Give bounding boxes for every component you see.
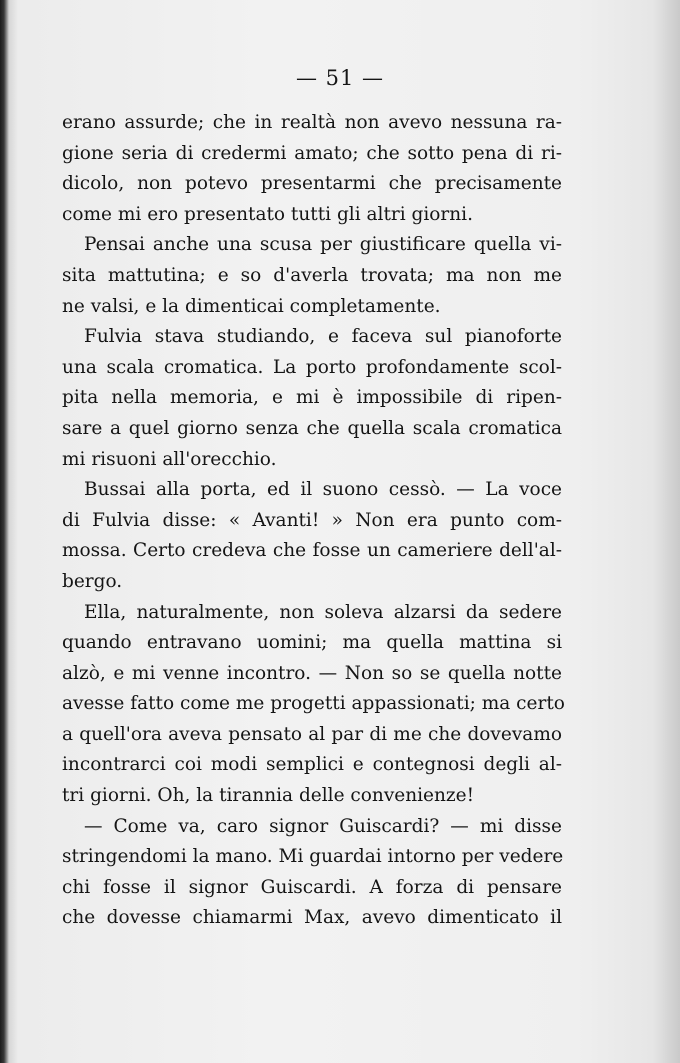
text-line: alzò, e mi venne incontro. — Non so se quella notte	[62, 662, 562, 684]
text-line: avesse fatto come me progetti appassionati; ma certo	[62, 693, 565, 715]
text-line: sita mattutina; e so d'averla trovata; ma non me	[62, 264, 562, 286]
body-text	[62, 108, 565, 934]
text-line: sare a quel giorno senza che quella scala cromatica	[62, 417, 562, 439]
text-line: come mi ero presentato tutti gli altri giorni.	[62, 203, 473, 225]
text-line: chi fosse il signor Guiscardi. A forza di pensare	[62, 876, 562, 898]
text-line: Bussai alla porta, ed il suono cessò. — La voce	[84, 479, 562, 501]
text-line: bergo.	[62, 570, 123, 592]
text-line: mossa. Certo credeva che fosse un cameriere dell'al-	[62, 540, 562, 562]
text-line: quando entravano uomini; ma quella mattina si	[62, 632, 562, 654]
text-line: una scala cromatica. La porto profondamente scol-	[62, 356, 562, 378]
text-line: tri giorni. Oh, la tirannia delle convenienze!	[62, 785, 475, 807]
text-line: Fulvia stava studiando, e faceva sul pianoforte	[84, 326, 562, 348]
text-line: pita nella memoria, e mi è impossibile di ripen-	[62, 387, 562, 409]
text-line: incontrarci coi modi semplici e contegnosi degli al-	[62, 754, 562, 776]
text-line: che dovesse chiamarmi Max, avevo dimenticato il	[62, 907, 562, 929]
text-line: dicolo, non potevo presentarmi che precisamente	[62, 173, 562, 195]
text-line: Pensai anche una scusa per giustificare quella vi-	[84, 234, 562, 256]
text-line: Ella, naturalmente, non soleva alzarsi da sedere	[84, 601, 562, 623]
page-number: — 51 —	[295, 66, 385, 90]
text-line: mi risuoni all'orecchio.	[62, 448, 277, 470]
text-line: gione seria di credermi amato; che sotto pena di ri-	[62, 142, 562, 164]
text-line: ne valsi, e la dimenticai completamente.	[62, 295, 441, 317]
text-line: stringendomi la mano. Mi guardai intorno per vedere	[62, 846, 564, 868]
text-line: di Fulvia disse: « Avanti! » Non era punto com-	[62, 509, 562, 531]
text-line: — Come va, caro signor Guiscardi? — mi disse	[84, 815, 562, 837]
text-line: a quell'ora aveva pensato al par di me che dovevamo	[62, 723, 562, 745]
text-line: erano assurde; che in realtà non avevo nessuna ra-	[62, 112, 562, 133]
